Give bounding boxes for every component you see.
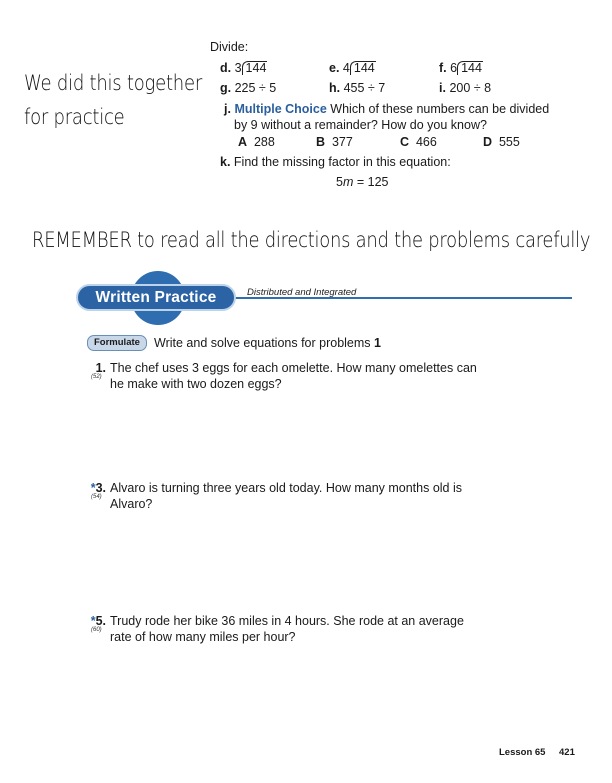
choice-b-value: 377 [331, 135, 353, 149]
problem-j-line-1 [224, 102, 549, 116]
problem-j-text-2: by 9 without a remainder? How do you know? [234, 118, 487, 132]
problem-1-text [110, 361, 477, 392]
page-number: 421 [559, 747, 575, 758]
problem-i [439, 81, 491, 95]
problem-1-text-line-2: he make with two dozen eggs? [110, 376, 282, 391]
problem-1-text-line-1: The chef uses 3 eggs for each omelette. How many omelettes can [110, 361, 477, 375]
choice-d [483, 135, 520, 149]
instruction-number: 1 [374, 336, 381, 350]
problem-3-number [84, 481, 106, 495]
problem-e-label: e. [329, 61, 340, 75]
choice-a-value: 288 [253, 135, 275, 149]
instruction-line [154, 336, 381, 350]
problem-d [220, 61, 267, 75]
instruction-text: Write and solve equations for problems [154, 336, 375, 350]
choice-b [316, 135, 353, 149]
lesson-label: Lesson 65 [499, 747, 546, 758]
problem-g-expression: 225 ÷ 5 [234, 81, 277, 95]
problem-1-num: 1. [95, 361, 106, 375]
problem-i-expression: 200 ÷ 8 [449, 81, 492, 95]
choice-d-value: 555 [498, 135, 520, 149]
problem-f-divisor: 6 [450, 61, 458, 75]
problem-f-dividend: 144 [457, 61, 483, 75]
problem-k-label: k. [220, 155, 231, 169]
problem-j-text-1: Which of these numbers can be divided [330, 102, 550, 116]
problem-3-star: * [90, 481, 96, 495]
problem-1-lesson-ref: (52) [91, 374, 102, 380]
choice-c-letter: C [400, 135, 410, 149]
problem-k [220, 155, 451, 169]
problem-3-num: 3. [95, 481, 106, 495]
problem-d-label: d. [220, 61, 232, 75]
written-practice-subtitle: Distributed and Integrated [247, 287, 357, 298]
problem-d-divisor: 3 [234, 61, 242, 75]
problem-5-num: 5. [95, 614, 106, 628]
problem-e-divisor: 4 [342, 61, 350, 75]
problem-j-label: j. [224, 102, 231, 116]
problem-h [329, 81, 385, 95]
problem-3-text-line-2: Alvaro? [110, 496, 153, 511]
equation-rest: = 125 [353, 175, 389, 189]
note-line-2: for practice [24, 105, 125, 129]
problem-5-text-line-1: Trudy rode her bike 36 miles in 4 hours. She rode at an average [110, 614, 464, 628]
problem-1-number [84, 361, 106, 375]
problem-g-label: g. [220, 81, 232, 95]
problem-i-label: i. [439, 81, 446, 95]
problem-f [439, 61, 483, 75]
choice-c-value: 466 [415, 135, 437, 149]
note-line-1: We did this together [24, 71, 203, 95]
problem-k-text: Find the missing factor in this equation: [233, 155, 451, 169]
problem-3-text-line-1: Alvaro is turning three years old today. How many months old is [110, 481, 463, 495]
written-practice-banner: Written Practice [76, 284, 236, 311]
problem-e [329, 61, 376, 75]
problem-3-lesson-ref: (54) [91, 494, 102, 500]
problem-f-label: f. [439, 61, 447, 75]
problem-h-label: h. [329, 81, 341, 95]
problem-e-dividend: 144 [350, 61, 376, 75]
divide-heading: Divide: [210, 40, 249, 54]
problem-g [220, 81, 276, 95]
missing-factor-equation [336, 175, 388, 189]
problem-d-dividend: 144 [242, 61, 268, 75]
multiple-choice-title: Multiple Choice [234, 102, 327, 116]
problem-5-text [110, 614, 464, 645]
formulate-badge: Formulate [87, 335, 147, 351]
handwritten-practice-note [24, 66, 202, 134]
choice-a-letter: A [238, 135, 248, 149]
problem-5-star: * [90, 614, 96, 628]
equation-variable: m [342, 175, 354, 189]
problem-5-text-line-2: rate of how many miles per hour? [110, 629, 296, 644]
problem-5-lesson-ref: (60) [91, 627, 102, 633]
handwritten-reminder: REMEMBER to read all the directions and the problems carefully [32, 228, 591, 252]
problem-h-expression: 455 ÷ 7 [343, 81, 386, 95]
choice-c [400, 135, 437, 149]
equation-coefficient: 5 [336, 175, 343, 189]
choice-d-letter: D [483, 135, 493, 149]
problem-3-text [110, 481, 462, 512]
problem-5-number [84, 614, 106, 628]
choice-b-letter: B [316, 135, 326, 149]
choice-a [238, 135, 275, 149]
